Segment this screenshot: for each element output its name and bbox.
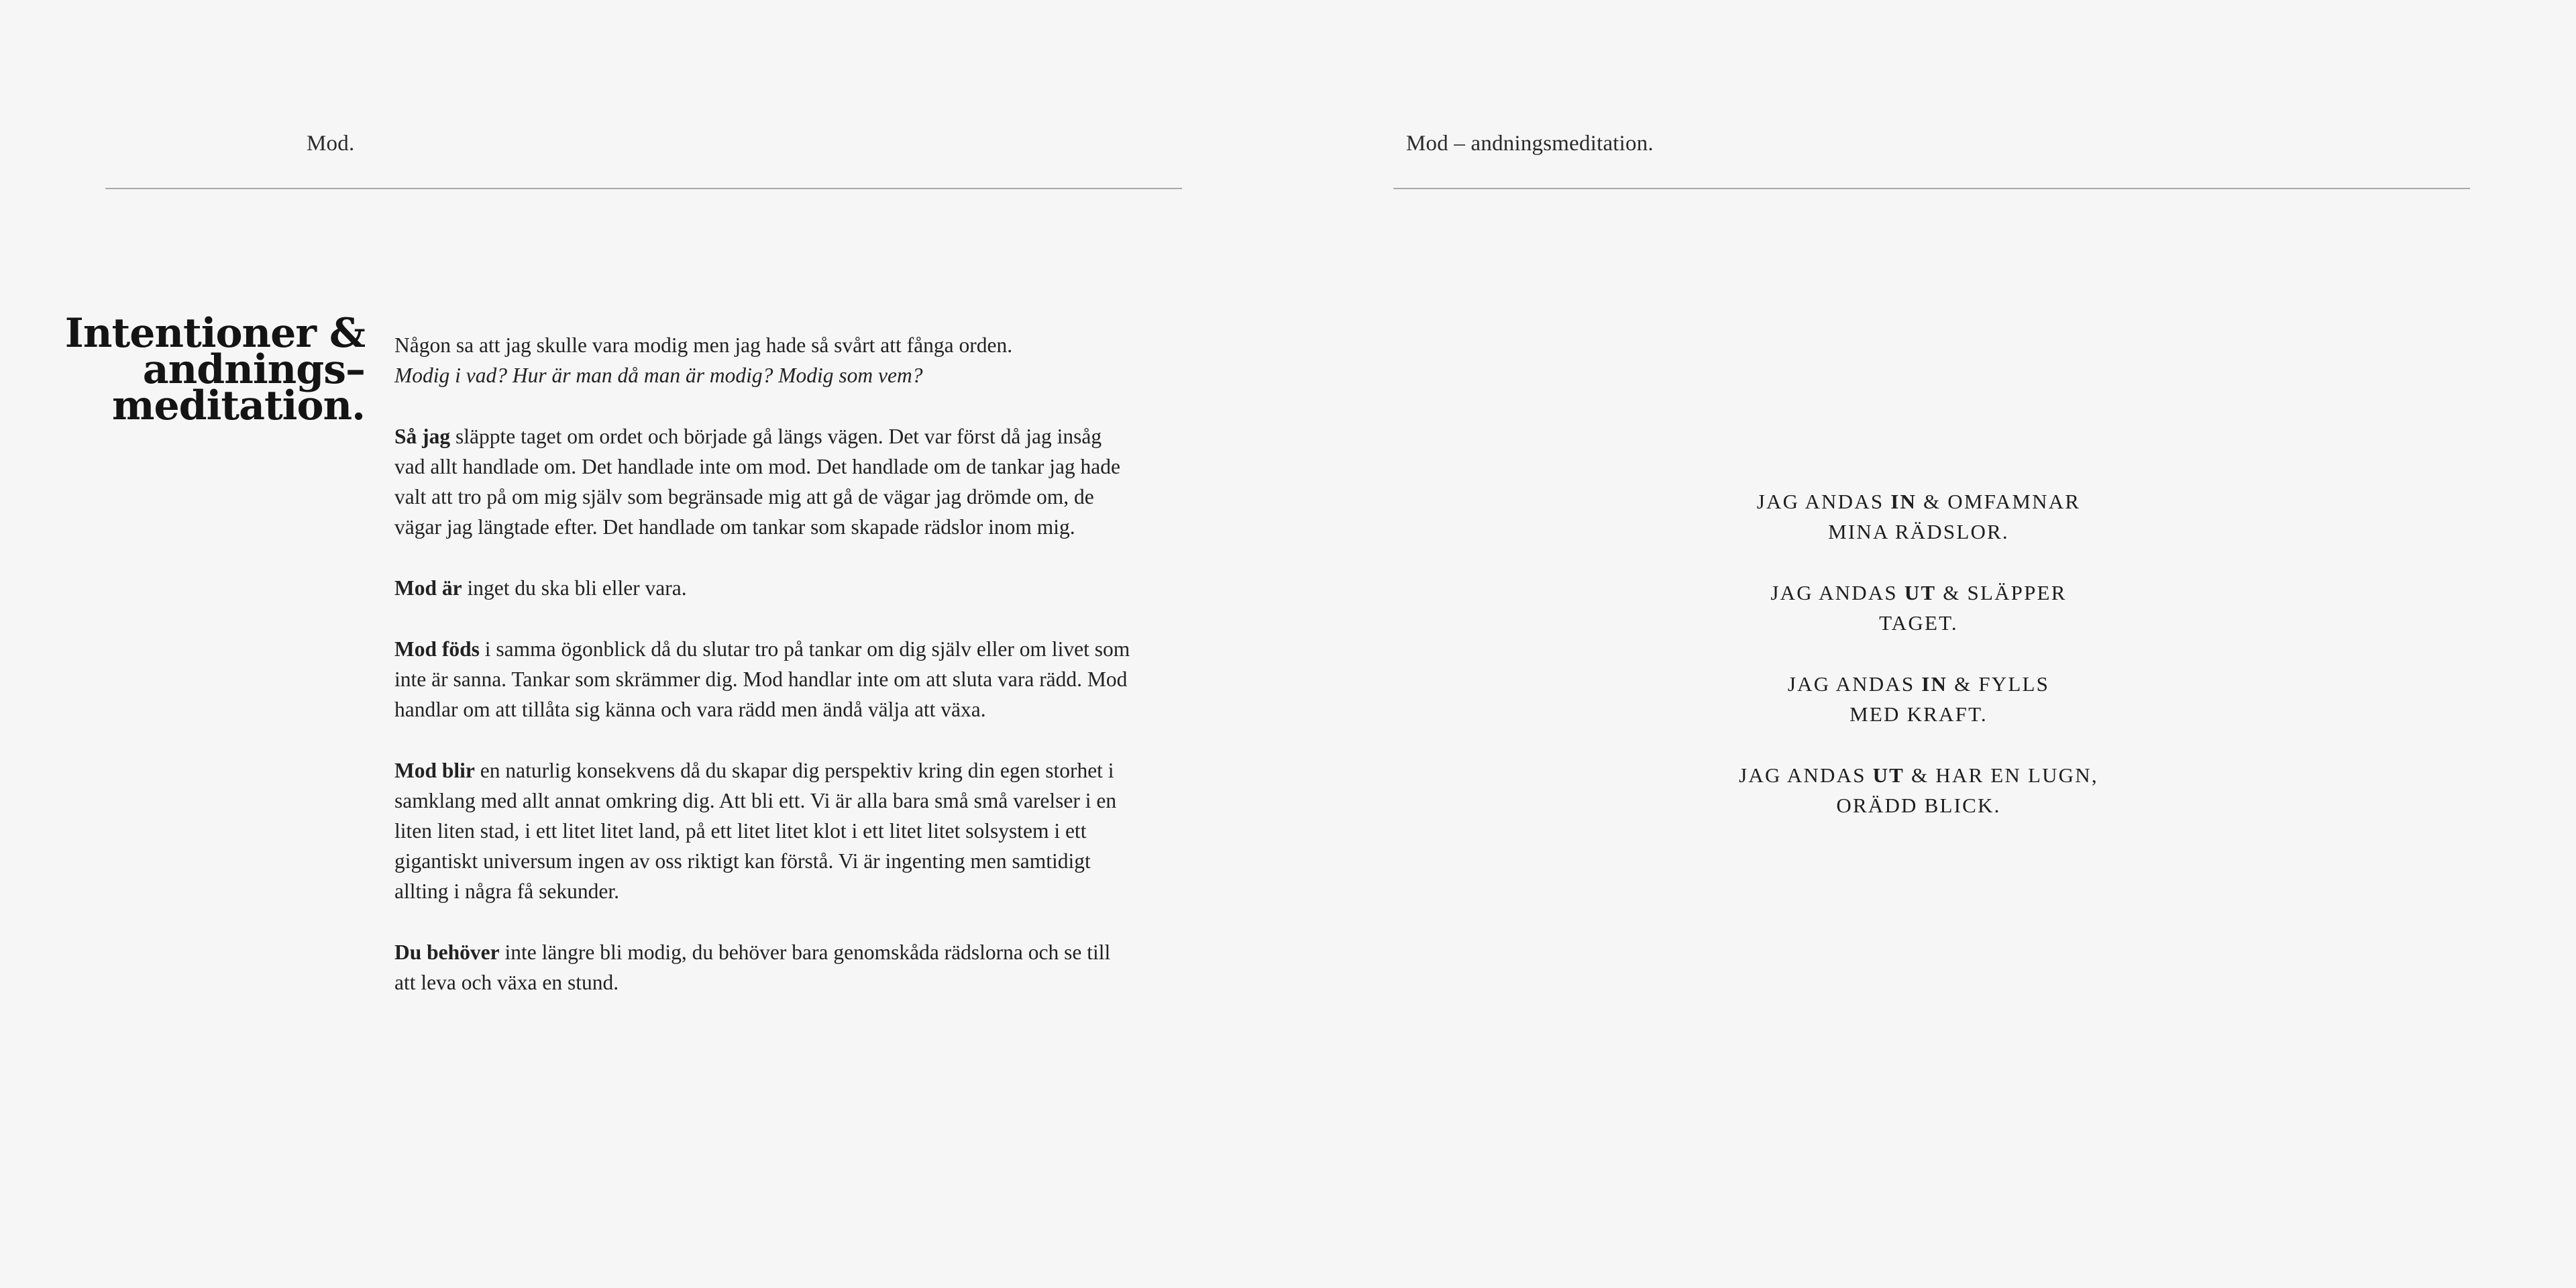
mantra-text: JAG ANDAS — [1787, 672, 1922, 696]
right-running-head: Mod – andningsmeditation. — [1406, 131, 1654, 156]
paragraph — [394, 573, 1132, 603]
mantra-line — [1637, 669, 2200, 699]
mantra-keyword: UT — [1904, 581, 1937, 604]
mantra-stanza — [1637, 760, 2200, 820]
section-title-line: Intentioner & — [64, 310, 365, 357]
intro-questions: Modig i vad? Hur är man då man är modig? Modig som vem? — [394, 364, 923, 387]
mantra-text: & HAR EN LUGN, — [1904, 763, 2098, 787]
mantra-line — [1637, 578, 2200, 608]
mantra-stanza — [1637, 486, 2200, 547]
paragraph-text: en naturlig konsekvens då du skapar dig perspektiv kring din egen storhet i samklang med allt annat omkring dig. Att bli ett. Vi är alla bara små små varelser i en liten liten stad, i ett litet litet land, på ett litet litet klot i ett litet litet solsystem i ett gigantiskt universum ingen av oss riktigt kan förstå. Vi är ingenting men samtidigt allting i några få sekunder. — [394, 759, 1117, 903]
paragraph-lead: Så jag — [394, 425, 451, 448]
mantra-text: JAG ANDAS — [1770, 581, 1904, 604]
mantra-text: JAG ANDAS — [1756, 490, 1891, 513]
mantra-line: MED KRAFT. — [1849, 702, 1988, 726]
mantra-text: & OMFAMNAR — [1917, 490, 2081, 513]
paragraph — [394, 421, 1132, 542]
mantra-text: & FYLLS — [1947, 672, 2050, 696]
mantra-line: ORÄDD BLICK. — [1836, 794, 2001, 817]
section-title-line: meditation. — [111, 382, 365, 429]
section-title-line: andnings– — [142, 346, 365, 393]
mantra-line: MINA RÄDSLOR. — [1828, 520, 2009, 543]
right-header-rule — [1393, 188, 2470, 189]
right-page — [1288, 0, 2576, 1288]
paragraph-lead: Mod föds — [394, 637, 480, 661]
paragraph-text: släppte taget om ordet och började gå längs vägen. Det var först då jag insåg vad allt handlade om. Det handlade inte om mod. Det handlade om de tankar jag hade valt att tro på om mig själv som begränsade mig att gå de vägar jag drömde om, de vägar jag längtade efter. Det handlade om tankar som skapade rädslor inom mig. — [394, 425, 1121, 539]
mantra-keyword: IN — [1890, 490, 1917, 513]
mantra-keyword: IN — [1921, 672, 1948, 696]
paragraph-text: inget du ska bli eller vara. — [462, 576, 687, 600]
paragraph — [394, 634, 1132, 724]
mantra-line — [1637, 486, 2200, 517]
mantra-text: JAG ANDAS — [1739, 763, 1873, 787]
mantra-keyword: UT — [1872, 763, 1905, 787]
paragraph — [394, 937, 1132, 998]
paragraph — [394, 755, 1132, 906]
paragraph-text: inte längre bli modig, du behöver bara genomskåda rädslorna och se till att leva och växa en stund. — [394, 941, 1111, 994]
left-running-head: Mod. — [307, 131, 355, 156]
paragraph-lead: Mod är — [394, 576, 462, 600]
intro-line: Någon sa att jag skulle vara modig men jag hade så svårt att fånga orden. — [394, 333, 1013, 357]
mantra-stanza — [1637, 669, 2200, 729]
paragraph-text: i samma ögonblick då du slutar tro på tankar om dig själv eller om livet som inte är sanna. Tankar som skrämmer dig. Mod handlar inte om att sluta vara rädd. Mod handlar om att tillåta sig känna och vara rädd men ändå välja att växa. — [394, 637, 1130, 721]
intro-paragraph — [394, 330, 1132, 390]
body-text — [394, 330, 1132, 1028]
mantra-line: TAGET. — [1879, 611, 1958, 635]
left-header-rule — [105, 188, 1182, 189]
breathing-mantra — [1637, 486, 2200, 851]
mantra-stanza — [1637, 578, 2200, 638]
paragraph-lead: Mod blir — [394, 759, 475, 782]
mantra-line — [1637, 760, 2200, 790]
section-title — [64, 310, 365, 429]
paragraph-lead: Du behöver — [394, 941, 500, 964]
mantra-text: & SLÄPPER — [1936, 581, 2067, 604]
